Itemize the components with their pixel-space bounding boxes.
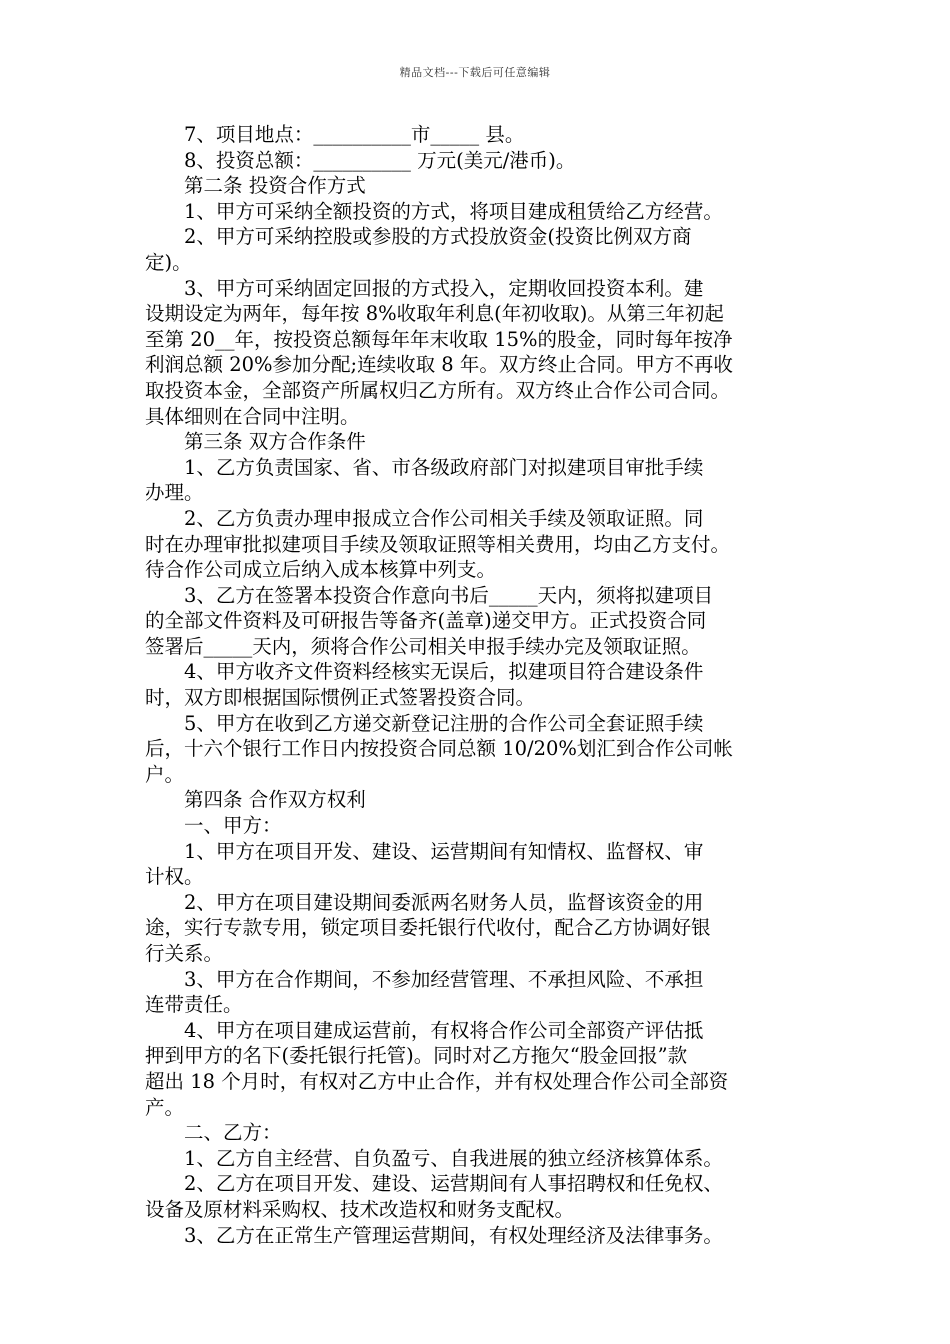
text-line: 2、乙方负责办理申报成立合作公司相关手续及领取证照。同 [145,506,704,530]
text-line: 1、乙方负责国家、省、市各级政府部门对拟建项目审批手续 [145,455,704,479]
text-line: 途，实行专款专用，锁定项目委托银行代收付，配合乙方协调好银 [145,916,711,940]
subsection-heading: 一、甲方： [145,814,282,838]
text-line: 押到甲方的名下(委托银行托管)。同时对乙方拖欠“股金回报”款 [145,1044,688,1068]
text-line: 连带责任。 [145,993,243,1017]
text-line: 1、甲方可采纳全额投资的方式，将项目建成租赁给乙方经营。 [145,199,723,223]
text-line: 3、甲方可采纳固定回报的方式投入，定期收回投资本利。建 [145,276,704,300]
text-line: 设备及原材料采购权、技术改造权和财务支配权。 [145,1197,575,1221]
text-line: 2、甲方可采纳控股或参股的方式投放资金(投资比例双方商 [145,225,692,249]
page-header: 精品文档---下载后可任意编辑 [399,66,551,79]
text-line: 待合作公司成立后纳入成本核算中列支。 [145,558,497,582]
text-line: 3、甲方在合作期间，不参加经营管理、不承担风险、不承担 [145,967,704,991]
text-line: 超出 18 个月时，有权对乙方中止合作，并有权处理合作公司全部资 [145,1069,729,1093]
text-line: 3、乙方在正常生产管理运营期间，有权处理经济及法律事务。 [145,1223,723,1247]
document-body [145,122,827,1248]
text-line: 签署后_____天内，须将合作公司相关申报手续办完及领取证照。 [145,634,701,658]
text-line: 1、甲方在项目开发、建设、运营期间有知情权、监督权、审 [145,839,704,863]
section-heading: 第三条 双方合作条件 [145,430,366,454]
text-line: 设期设定为两年，每年按 8%收取年利息(年初收取)。从第三年初起 [145,302,724,326]
text-line: 时，双方即根据国际惯例正式签署投资合同。 [145,686,536,710]
text-line: 4、甲方收齐文件资料经核实无误后，拟建项目符合建设条件 [145,660,704,684]
text-line: 4、甲方在项目建成运营前，有权将合作公司全部资产评估抵 [145,1018,704,1042]
text-line: 取投资本金，全部资产所属权归乙方所有。双方终止合作公司合同。 [145,378,731,402]
text-line: 定)。 [145,250,192,274]
text-line: 计权。 [145,865,204,889]
text-line: 3、乙方在签署本投资合作意向书后_____天内，须将拟建项目 [145,583,714,607]
text-line: 办理。 [145,481,204,505]
section-heading: 第二条 投资合作方式 [145,174,366,198]
text-line: 至第 20__年，按投资总额每年年末收取 15%的股金，同时每年按净 [145,327,733,351]
text-line: 7、项目地点：__________市_____ 县。 [145,123,525,146]
text-line: 1、乙方自主经营、自负盈亏、自我进展的独立经济核算体系。 [145,1146,723,1170]
section-heading: 第四条 合作双方权利 [145,788,366,812]
text-line: 具体细则在合同中注明。 [145,404,360,428]
text-line: 利润总额 20%参加分配;连续收取 8 年。双方终止合同。甲方不再收 [145,353,733,377]
text-line: 产。 [145,1095,185,1119]
text-line: 5、甲方在收到乙方递交新登记注册的合作公司全套证照手续 [145,711,704,735]
text-line: 2、乙方在项目开发、建设、运营期间有人事招聘权和任免权、 [145,1172,723,1196]
subsection-heading: 二、乙方： [145,1121,282,1145]
text-line: 8、投资总额：__________ 万元(美元/港币)。 [145,148,576,172]
text-line: 后，十六个银行工作日内按投资合同总额 10/20%划汇到合作公司帐 [145,737,733,761]
text-line: 户。 [145,762,185,786]
text-line: 2、甲方在项目建设期间委派两名财务人员，监督该资金的用 [145,890,704,914]
text-line: 时在办理审批拟建项目手续及领取证照等相关费用，均由乙方支付。 [145,532,731,556]
text-line: 行关系。 [145,942,224,965]
text-line: 的全部文件资料及可研报告等备齐(盖章)递交甲方。正式投资合同 [145,609,707,633]
